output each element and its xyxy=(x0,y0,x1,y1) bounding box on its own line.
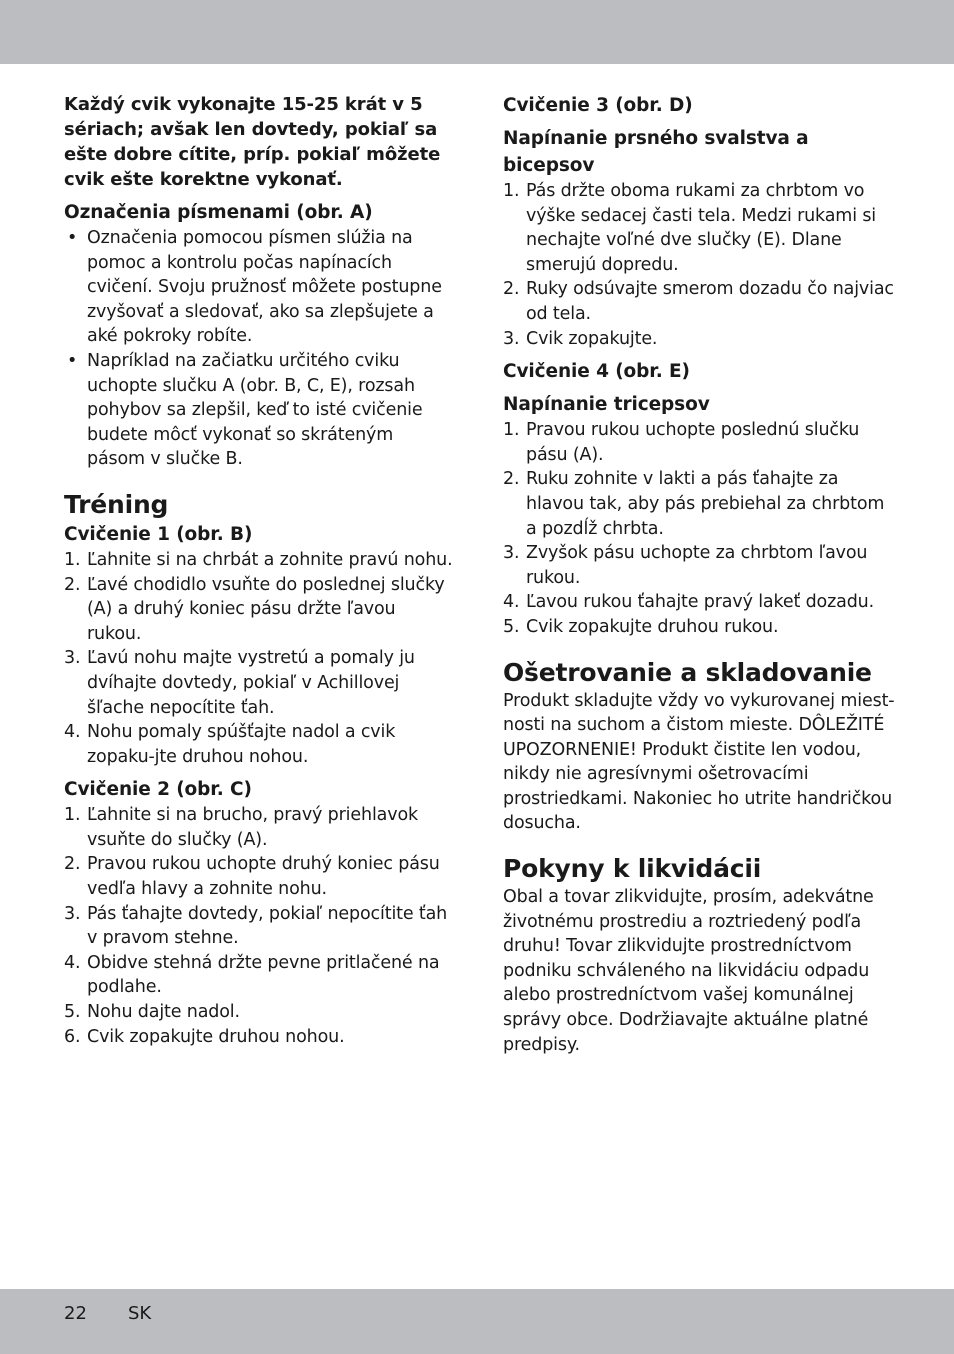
exercise-4-heading: Cvičenie 4 (obr. E) xyxy=(503,361,690,383)
step-text: Obidve stehná držte pevne pritlačené na podlahe. xyxy=(87,952,440,998)
list-item xyxy=(503,418,895,467)
disposal-heading: Pokyny k likvidácii xyxy=(503,854,762,884)
step-text: Ľavú nohu majte vystretú a pomaly ju dvíhajte dovtedy, pokiaľ v Achillovej šľache nepocítite ťah. xyxy=(87,648,415,718)
step-number: 4. xyxy=(503,592,520,613)
step-text: Pravou rukou uchopte druhý koniec pásu vedľa hlavy a zohnite nohu. xyxy=(87,854,440,900)
exercise-2-steps xyxy=(64,803,454,1049)
step-number: 2. xyxy=(503,279,520,300)
step-number: 3. xyxy=(503,543,520,564)
step-number: 2. xyxy=(64,854,81,875)
exercise-4-subheading: Napínanie tricepsov xyxy=(503,394,710,416)
list-item xyxy=(64,548,454,573)
list-item xyxy=(64,1025,454,1050)
list-item-text: Označenia pomocou písmen slúžia na pomoc a kontrolu počas napínacích cvičení. Svoju pružnosť môžete postupne zvyšovať a sledovať, ako sa zlepšujete a aké pokroky robíte. xyxy=(87,228,442,347)
step-number: 1. xyxy=(503,420,520,441)
step-text: Nohu pomaly spúšťajte nadol a cvik zopaku-jte druhou nohou. xyxy=(87,722,396,767)
step-text: Ľavou rukou ťahajte pravý lakeť dozadu. xyxy=(526,592,875,613)
step-text: Ruky odsúvajte smerom dozadu čo najviac od tela. xyxy=(526,279,894,324)
exercise-1-steps xyxy=(64,548,454,769)
step-number: 5. xyxy=(64,1002,81,1023)
step-text: Nohu dajte nadol. xyxy=(87,1002,240,1023)
list-item xyxy=(64,646,454,720)
exercise-4-steps xyxy=(503,418,895,639)
list-item xyxy=(64,852,454,901)
list-item xyxy=(64,951,454,1000)
exercise-3-subheading: Napínanie prsného svalstva a bicepsov xyxy=(503,128,809,176)
step-number: 2. xyxy=(503,469,520,490)
left-column xyxy=(64,92,454,1049)
list-item xyxy=(64,1000,454,1025)
list-item xyxy=(503,541,895,590)
step-number: 2. xyxy=(64,574,81,595)
list-item xyxy=(503,179,895,277)
step-text: Pás ťahajte dovtedy, pokiaľ nepocítite ťah v pravom stehne. xyxy=(87,903,448,949)
step-text: Ľahnite si na chrbát a zohnite pravú nohu. xyxy=(87,549,453,570)
step-text: Ľavé chodidlo vsuňte do poslednej slučky (A) a druhý koniec pásu držte ľavou rukou. xyxy=(87,574,445,644)
language-code: SK xyxy=(128,1303,152,1324)
step-number: 4. xyxy=(64,952,81,973)
intro-text: Každý cvik vykonajte 15-25 krát v 5 sériach; avšak len dovtedy, pokiaľ sa ešte dobre cítite, príp. pokiaľ môžete cvik ešte korektne vykonať. xyxy=(64,94,441,190)
step-number: 3. xyxy=(503,328,520,349)
list-item xyxy=(503,467,895,541)
step-number: 3. xyxy=(64,903,81,924)
exercise-1-heading: Cvičenie 1 (obr. B) xyxy=(64,523,253,545)
step-number: 5. xyxy=(503,616,520,637)
list-item xyxy=(503,590,895,615)
right-column xyxy=(503,92,895,1057)
disposal-text: Obal a tovar zlikvidujte, prosím, adekvátne životnému prostrediu a roztriedený podľa druhu! Tovar zlikvidujte prostredníctvom podniku schváleného na likvidáciu odpadu alebo prostredníctvom vašej komunálnej správy obce. Dodržiavajte aktuálne platné predpisy. xyxy=(503,887,874,1055)
training-heading: Tréning xyxy=(64,489,169,519)
list-item xyxy=(64,349,454,472)
step-number: 1. xyxy=(64,549,81,570)
care-heading: Ošetrovanie a skladovanie xyxy=(503,657,872,687)
page-number: 22 xyxy=(64,1303,87,1324)
list-item-text: Napríklad na začiatku určitého cviku uchopte slučku A (obr. B, C, E), rozsah pohybov sa zlepšil, keď to isté cvičenie budete môcť vykonať so skráteným pásom v slučke B. xyxy=(87,350,423,470)
list-item xyxy=(64,573,454,647)
list-item xyxy=(503,277,895,326)
step-text: Ľahnite si na brucho, pravý priehlavok vsuňte do slučky (A). xyxy=(87,805,418,850)
care-text: Produkt skladujte vždy vo vykurovanej miest-nosti na suchom a čistom mieste. DÔLEŽITÉ UPOZORNENIE! Produkt čistite len vodou, nikdy nie agresívnymi ošetrovacími prostriedkami. Nakoniec ho utrite handričkou dosucha. xyxy=(503,690,895,834)
step-number: 1. xyxy=(503,181,520,201)
step-text: Pravou rukou uchopte poslednú slučku pásu (A). xyxy=(526,420,860,465)
list-item xyxy=(503,327,895,352)
step-number: 4. xyxy=(64,722,81,743)
step-number: 1. xyxy=(64,805,81,826)
markings-heading: Označenia písmenami (obr. A) xyxy=(64,202,373,223)
bullet-mark: • xyxy=(67,350,78,371)
step-text: Ruku zohnite v lakti a pás ťahajte za hlavou tak, aby pás prebiehal za chrbtom a pozdĺž chrbta. xyxy=(526,469,885,539)
exercise-3-steps xyxy=(503,179,895,351)
step-number: 3. xyxy=(64,648,81,669)
exercise-2-heading: Cvičenie 2 (obr. C) xyxy=(64,779,252,801)
step-text: Pás držte oboma rukami za chrbtom vo výške sedacej časti tela. Medzi rukami si nechajte voľné dve slučky (E). Dlane smerujú dopredu. xyxy=(526,181,877,275)
markings-list xyxy=(64,226,454,472)
header-band xyxy=(0,0,954,64)
bullet-mark: • xyxy=(67,228,78,248)
exercise-3-heading: Cvičenie 3 (obr. D) xyxy=(503,95,693,116)
list-item xyxy=(64,902,454,951)
step-text: Cvik zopakujte druhou rukou. xyxy=(526,616,779,637)
list-item xyxy=(503,615,895,640)
step-number: 6. xyxy=(64,1026,81,1047)
step-text: Cvik zopakujte druhou nohou. xyxy=(87,1026,345,1047)
list-item xyxy=(64,226,454,349)
step-text: Cvik zopakujte. xyxy=(526,328,658,349)
list-item xyxy=(64,803,454,852)
list-item xyxy=(64,720,454,769)
step-text: Zvyšok pásu uchopte za chrbtom ľavou rukou. xyxy=(526,543,868,588)
